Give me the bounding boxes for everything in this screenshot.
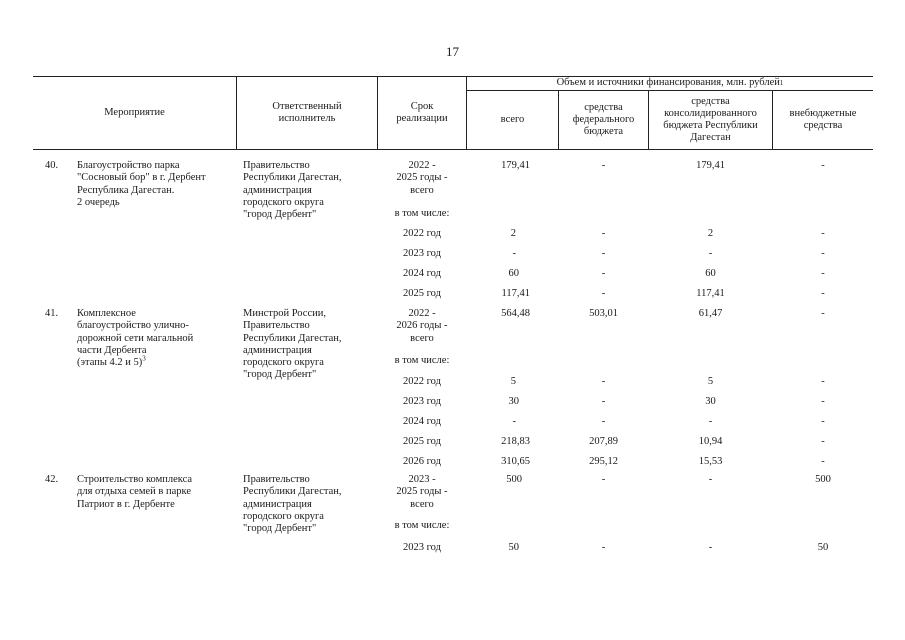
term-cell: 2026 год (403, 456, 441, 467)
header-term: Срок реализации (396, 100, 448, 124)
term-cell: 2025 год (403, 288, 441, 299)
consolidated-cell: 2 (707, 228, 714, 239)
term-cell: 2022 - 2026 годы - всего (396, 308, 448, 344)
federal-cell: 295,12 (589, 456, 618, 467)
consolidated-cell: 30 (705, 396, 716, 407)
term-cell: 2024 год (403, 268, 441, 279)
total-cell: 30 (508, 396, 519, 407)
consolidated-cell: - (708, 248, 713, 259)
consolidated-cell: 5 (707, 376, 714, 387)
consolidated-cell: 61,47 (698, 308, 723, 319)
federal-cell: - (601, 416, 606, 427)
row-responsible: Правительство Республики Дагестан, администрация городского округа "город Дербент" (243, 474, 342, 535)
federal-cell: - (601, 248, 606, 259)
term-cell: в том числе: (394, 355, 450, 366)
extrabudget-cell: - (821, 308, 825, 319)
federal-cell: 207,89 (589, 436, 618, 447)
header-financing-group: Объем и источники финансирования, млн. рублей 1 (556, 77, 784, 88)
extrabudget-cell: - (821, 416, 825, 427)
extrabudget-cell: 500 (815, 474, 831, 485)
term-cell: 2022 - 2025 годы - всего (396, 160, 448, 196)
extrabudget-cell: - (821, 436, 825, 447)
row-responsible: Минстрой России, Правительство Республики Дагестан, администрация городского округа "город Дербент" (243, 308, 342, 381)
row-measure: Комплексное благоустройство улично- дорожной сети магальной части Дербента (этапы 4.2 и 5)$^3$ (77, 308, 194, 369)
federal-cell: - (601, 288, 606, 299)
header-extrabudget: внебюджетные средства (789, 108, 857, 131)
extrabudget-cell: 50 (817, 542, 829, 553)
federal-cell: - (601, 268, 606, 279)
total-cell: 60 (508, 268, 519, 279)
consolidated-cell: 117,41 (696, 288, 725, 299)
total-cell: 310,65 (501, 456, 530, 467)
total-cell: - (512, 416, 516, 427)
consolidated-cell: - (708, 542, 713, 553)
extrabudget-cell: - (821, 268, 825, 279)
extrabudget-cell: - (821, 248, 825, 259)
consolidated-cell: 60 (705, 268, 716, 279)
federal-cell: 503,01 (589, 308, 618, 319)
page-number: 17 (446, 44, 459, 59)
row-measure: Строительство комплекса для отдыха семей в парке Патриот в г. Дербенте (77, 474, 193, 510)
total-cell: 218,83 (501, 436, 530, 447)
federal-cell: - (601, 376, 606, 387)
header-total: всего (500, 114, 525, 125)
measure-footnote-mark: 3 (142, 354, 146, 363)
header-divider-1 (236, 76, 237, 149)
consolidated-cell: 15,53 (698, 456, 723, 467)
term-cell: 2023 - 2025 годы - всего (396, 474, 448, 510)
extrabudget-cell: - (821, 288, 825, 299)
term-cell: в том числе: (394, 520, 450, 531)
consolidated-cell: 10,94 (698, 436, 723, 447)
consolidated-cell: - (708, 416, 713, 427)
header-responsible: Ответственный исполнитель (272, 100, 342, 124)
extrabudget-cell: - (821, 396, 825, 407)
total-cell: 564,48 (501, 308, 530, 319)
header-measure: Мероприятие (104, 106, 165, 118)
total-cell: - (512, 248, 516, 259)
consolidated-cell: - (708, 474, 713, 485)
total-cell: 117,41 (501, 288, 530, 299)
row-number: 40. (45, 160, 59, 171)
federal-cell: - (601, 396, 606, 407)
header-federal: средства федерального бюджета (572, 102, 635, 137)
row-number: 42. (45, 474, 59, 485)
term-cell: 2022 год (403, 228, 441, 239)
header-consolidated: средства консолидированного бюджета Республики Дагестан (663, 96, 758, 143)
term-cell: 2023 год (403, 396, 441, 407)
total-cell: 5 (510, 376, 516, 387)
federal-cell: - (601, 160, 606, 171)
total-cell: 500 (506, 474, 522, 485)
extrabudget-cell: - (821, 228, 825, 239)
term-cell: в том числе: (394, 208, 450, 219)
extrabudget-cell: - (821, 160, 825, 171)
term-cell: 2023 год (403, 248, 441, 259)
federal-cell: - (601, 228, 606, 239)
term-cell: 2024 год (403, 416, 441, 427)
consolidated-cell: 179,41 (696, 160, 725, 171)
federal-cell: - (601, 474, 606, 485)
row-responsible: Правительство Республики Дагестан, администрация городского округа "город Дербент" (243, 160, 342, 221)
federal-cell: - (601, 542, 606, 553)
total-cell: 50 (508, 542, 519, 553)
header-bottom-rule (33, 149, 873, 150)
extrabudget-cell: - (821, 456, 825, 467)
term-cell: 2023 год (403, 542, 441, 553)
term-cell: 2025 год (403, 436, 441, 447)
row-number: 41. (45, 308, 59, 319)
total-cell: 2 (510, 228, 516, 239)
row-measure: Благоустройство парка "Сосновый бор" в г. Дербент Республика Дагестан. 2 очередь (77, 160, 206, 208)
term-cell: 2022 год (403, 376, 441, 387)
extrabudget-cell: - (821, 376, 825, 387)
total-cell: 179,41 (501, 160, 530, 171)
